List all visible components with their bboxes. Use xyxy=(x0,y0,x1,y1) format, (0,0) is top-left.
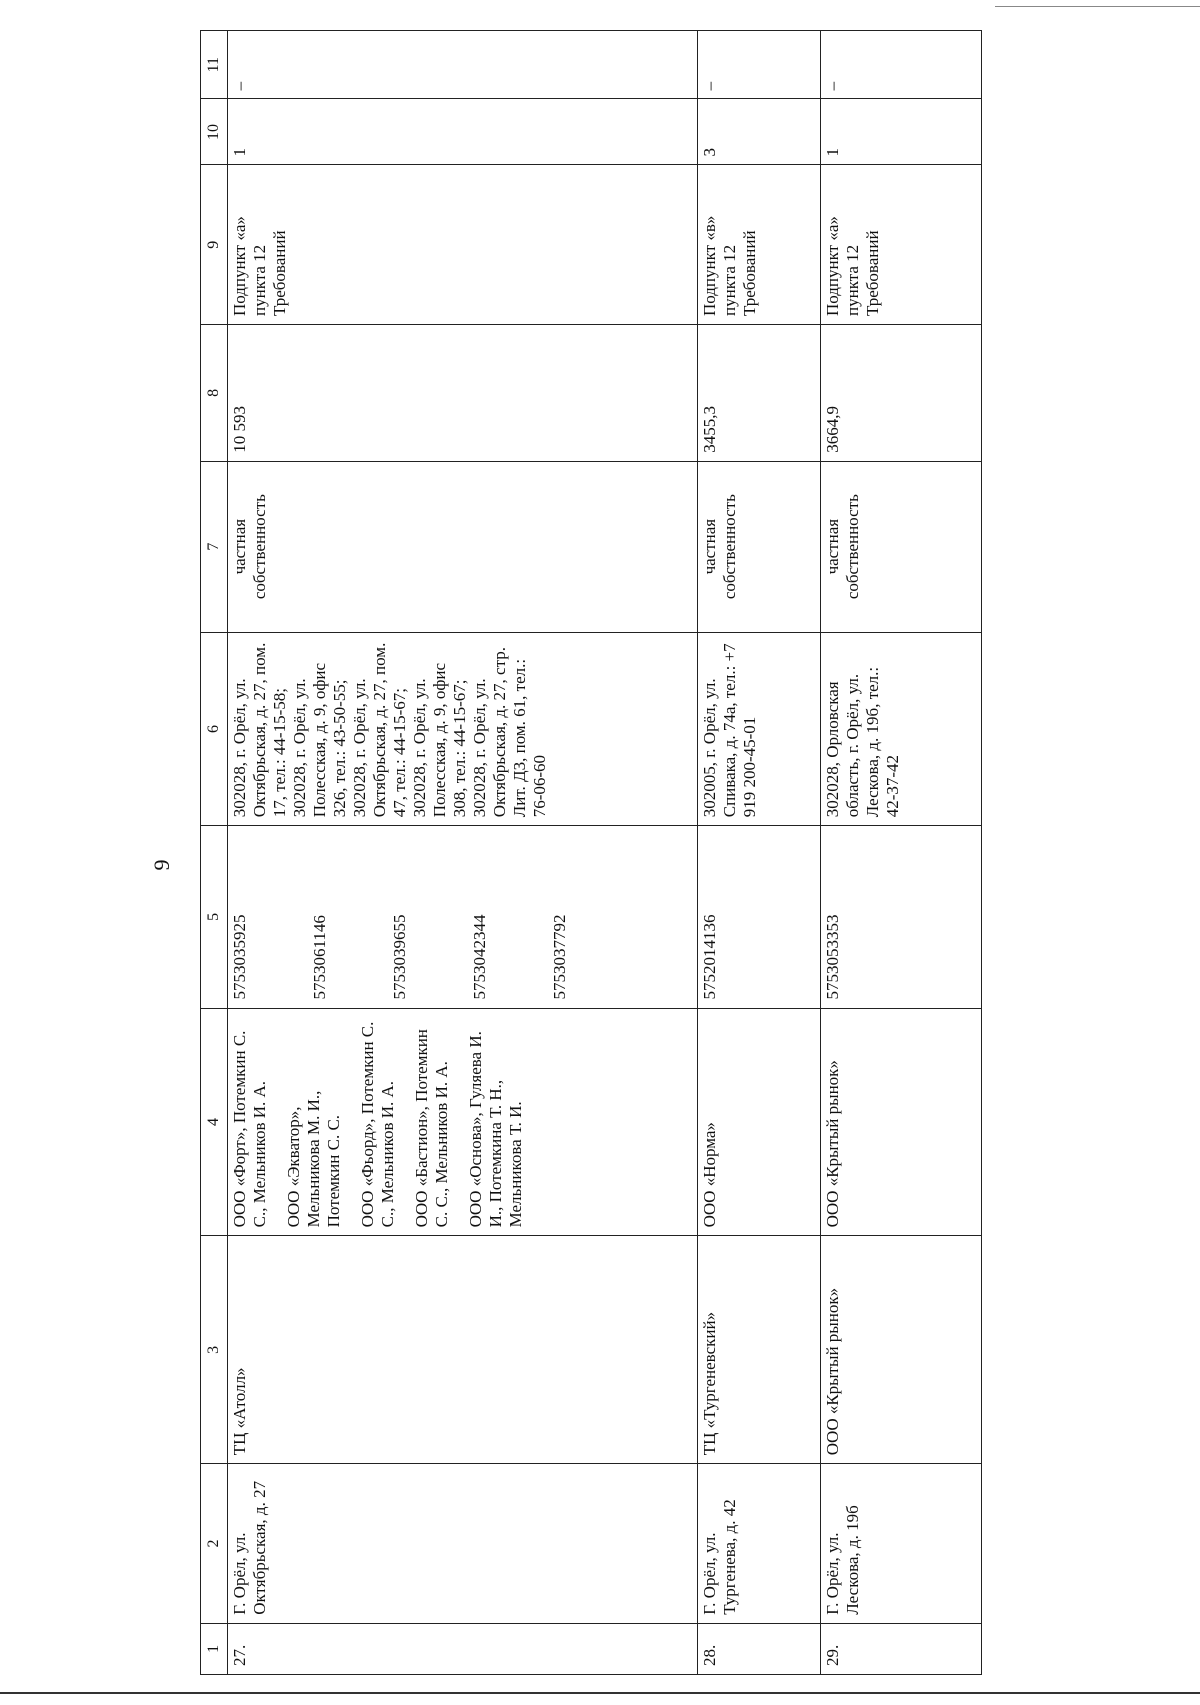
top-rule xyxy=(995,6,1200,7)
column-header: 1 xyxy=(201,1623,228,1674)
column-header: 11 xyxy=(201,31,228,99)
operator-name: ООО «Форт», Потемкин С. С., Мельников И. А. xyxy=(230,1030,269,1228)
object-address: Г. Орёл, ул. Октябрьская, д. 27 xyxy=(228,1464,698,1624)
basis-text: Подпункт «в» пункта 12 Требований xyxy=(698,165,821,325)
operator-names: ООО «Норма» xyxy=(698,1008,821,1236)
category-value: 1 xyxy=(821,99,982,165)
operator-inn: 5753035925 xyxy=(230,914,249,1000)
column-header: 3 xyxy=(201,1236,228,1464)
area-value: 3664,9 xyxy=(821,325,982,462)
operator-contact: 302028, г. Орёл, ул. Полесская, д. 9, офис 326, тел.: 43-50-55; xyxy=(290,662,349,818)
column-header: 2 xyxy=(201,1464,228,1624)
page-number: 9 xyxy=(149,859,174,871)
object-name: ТЦ «Атолл» xyxy=(228,1236,698,1464)
object-address: Г. Орёл, ул. Лескова, д. 19б xyxy=(821,1464,982,1624)
operator-inn: 5753061146 xyxy=(310,915,329,1000)
ownership-form: частная собственность xyxy=(228,461,698,632)
table-row xyxy=(228,31,698,1675)
column-header: 7 xyxy=(201,461,228,632)
operator-contact: 302028, г. Орёл, ул. Октябрьская, д. 27, стр. Лит. Д3, пом. 61, тел.: 76-06-60 xyxy=(470,647,549,818)
area-value: 10 593 xyxy=(228,325,698,462)
operator-contact: 302028, г. Орёл, ул. Октябрьская, д. 27, пом. 47, тел.: 44-15-67; xyxy=(350,642,409,818)
table-row xyxy=(821,31,982,1675)
operator-name: ООО «Основа», Гуляева И. И., Потемкина Т. Н., Мельникова Т. И. xyxy=(466,1031,525,1228)
row-number: 27. xyxy=(228,1623,698,1674)
area-value: 3455,3 xyxy=(698,325,821,462)
operator-contacts: 302028, Орловская область, г. Орёл, ул. Лескова, д. 19б, тел.: 42-37-42 xyxy=(821,632,982,826)
row-number: 29. xyxy=(821,1623,982,1674)
column-header: 6 xyxy=(201,632,228,826)
operator-name: ООО «Бастион», Потемкин С. С., Мельников И. А. xyxy=(412,1029,451,1228)
column-header: 9 xyxy=(201,165,228,325)
header-row xyxy=(201,31,228,1675)
bottom-rule xyxy=(0,1692,1200,1694)
operator-inns xyxy=(228,826,698,1008)
operator-names xyxy=(228,1008,698,1236)
column-header: 5 xyxy=(201,826,228,1008)
operator-contact: 302028, г. Орёл, ул. Октябрьская, д. 27, пом. 17, тел.: 44-15-58; xyxy=(230,642,289,818)
column-11-value: – xyxy=(821,31,982,99)
operator-inn: 5753037792 xyxy=(550,914,569,1000)
operator-name: ООО «Фьорд», Потемкин С. С., Мельников И. А. xyxy=(358,1021,397,1228)
operator-inn: 5753039655 xyxy=(390,914,409,1000)
column-header: 8 xyxy=(201,325,228,462)
column-11-value: – xyxy=(698,31,821,99)
row-number: 28. xyxy=(698,1623,821,1674)
operator-contact: 302028, г. Орёл, ул. Полесская, д. 9, офис 308, тел.: 44-15-67; xyxy=(410,662,469,818)
table-row xyxy=(698,31,821,1675)
operator-names: ООО «Крытый рынок» xyxy=(821,1008,982,1236)
ownership-form: частная собственность xyxy=(821,461,982,632)
object-name: ТЦ «Тургеневский» xyxy=(698,1236,821,1464)
column-header: 10 xyxy=(201,99,228,165)
category-value: 1 xyxy=(228,99,698,165)
ownership-form: частная собственность xyxy=(698,461,821,632)
operator-inn: 5753042344 xyxy=(470,914,489,1000)
basis-text: Подпункт «а» пункта 12 Требований xyxy=(228,165,698,325)
operator-contacts xyxy=(228,632,698,826)
object-name: ООО «Крытый рынок» xyxy=(821,1236,982,1464)
operator-name: ООО «Экватор», Мельникова М. И., Потемкин С. С. xyxy=(284,1090,343,1228)
operator-contacts: 302005, г. Орёл, ул. Спивака, д. 74а, тел.: +7 919 200-45-01 xyxy=(698,632,821,826)
operator-inns: 5752014136 xyxy=(698,826,821,1008)
operator-inns: 5753053353 xyxy=(821,826,982,1008)
column-11-value: – xyxy=(228,31,698,99)
object-address: Г. Орёл, ул. Тургенева, д. 42 xyxy=(698,1464,821,1624)
basis-text: Подпункт «а» пункта 12 Требований xyxy=(821,165,982,325)
column-header: 4 xyxy=(201,1008,228,1236)
registry-table xyxy=(200,30,982,1675)
rotated-table-wrapper xyxy=(200,30,982,1675)
category-value: 3 xyxy=(698,99,821,165)
